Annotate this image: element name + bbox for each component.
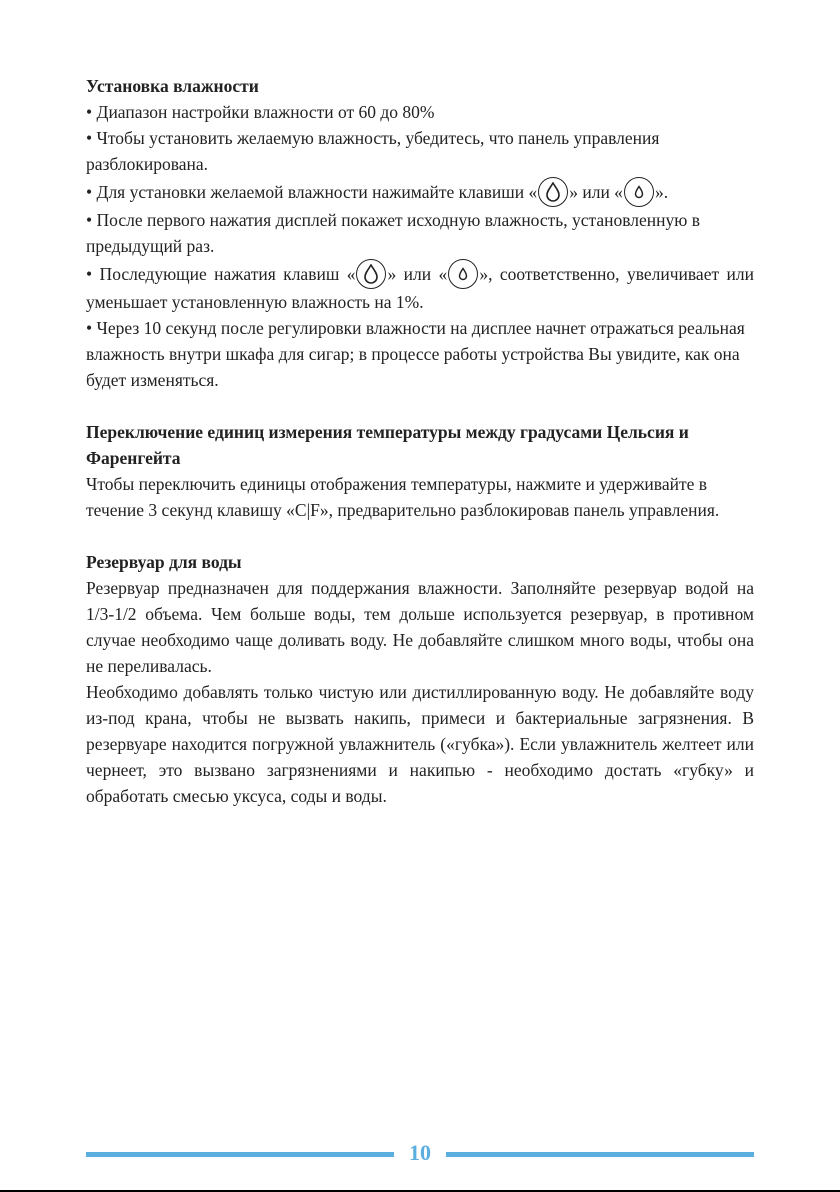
section-title-units: Переключение единиц измерения температуры между градусами Цельсия и Фаренгейта (86, 422, 689, 468)
tank-paragraph-2: Необходимо добавлять только чистую или дистиллированную воду. Не добавляйте воду из-под крана, чтобы не вызвать накипь, примеси и бактериальные загрязнения. В резервуаре находится погружной увлажнитель («губка»). Если увлажнитель желтеет или чернеет, это вызвано загрязнениями и накипью - необходимо достать «губку» и обработать смесью уксуса, соды и воды. (86, 682, 754, 806)
humidity-first-press-note: • После первого нажатия дисплей покажет исходную влажность, установленную в предыдущий раз. (86, 210, 701, 256)
page-number: 10 (409, 1140, 431, 1165)
humidity-up-icon (538, 177, 568, 207)
footer-line-right (446, 1152, 754, 1157)
humidity-real-value-note: • Через 10 секунд после регулировки влажности на дисплее начнет отражаться реальная влажность внутри шкафа для сигар; в процессе работы устройства Вы увидите, как она будет изменяться. (86, 318, 745, 390)
spacer (86, 523, 754, 549)
humidity-down-icon (448, 259, 478, 289)
page-content (86, 73, 754, 809)
humidity-down-icon (624, 177, 654, 207)
humidity-keys-note: • Для установки желаемой влажности нажимайте клавиши « » или « ». (86, 177, 754, 207)
humidity-next-press-note: • Последующие нажатия клавиш « » или « », соответственно, увеличивает или уменьшает установленную влажность на 1%. (86, 259, 754, 315)
section-title-humidity: Установка влажности (86, 76, 259, 96)
humidity-range: • Диапазон настройки влажности от 60 до 80% (86, 102, 435, 122)
footer-line-left (86, 1152, 394, 1157)
section-title-tank: Резервуар для воды (86, 552, 242, 572)
humidity-up-icon (356, 259, 386, 289)
tank-paragraph-1: Резервуар предназначен для поддержания влажности. Заполняйте резервуар водой на 1/3-1/2 объема. Чем больше воды, тем дольше используется резервуар, в противном случае необходимо чаще доливать воду. Не добавляйте слишком много воды, чтобы она не переливалась. (86, 578, 754, 676)
humidity-unlock-note: • Чтобы установить желаемую влажность, убедитесь, что панель управления разблокирована. (86, 128, 660, 174)
spacer (86, 393, 754, 419)
units-text: Чтобы переключить единицы отображения температуры, нажмите и удерживайте в течение 3 секунд клавишу «C|F», предварительно разблокировав панель управления. (86, 474, 720, 520)
